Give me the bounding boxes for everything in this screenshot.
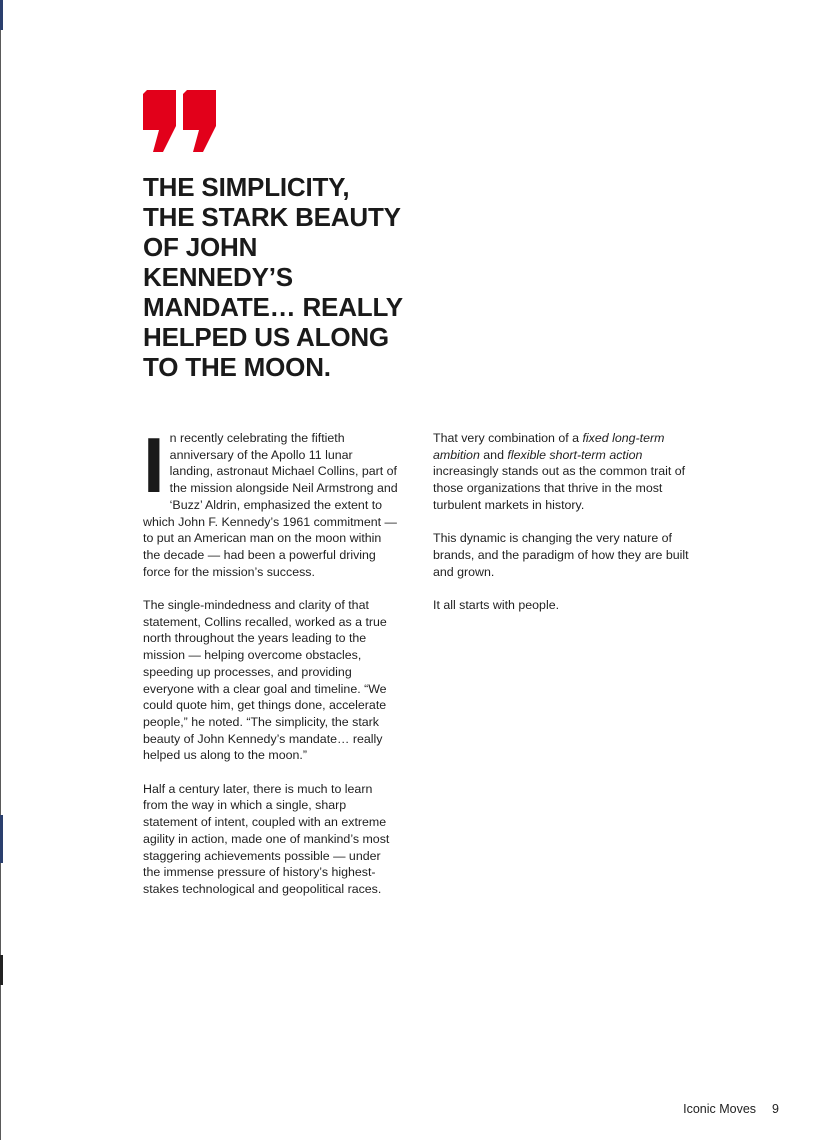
paragraph-text: n recently celebrating the fiftieth anniversary of the Apollo 11 lunar landing, astronaut Michael Collins, part of the mission alongside Neil Armstrong and ‘Buzz’ Aldrin, emphasized the extent to which John F. Kennedy’s 1961 commitment — to put an American man on the moon within the decade — had been a powerful driving force for the mission’s success.	[143, 431, 398, 579]
paragraph	[143, 421, 399, 580]
page-footer	[683, 1102, 779, 1116]
pull-quote: THE SIMPLICITY, THE STARK BEAUTY OF JOHN KENNEDY’S MANDATE… REALLY HELPED US ALONG TO THE MOON.	[143, 172, 403, 382]
page-edge-marker	[0, 955, 3, 985]
page-edge-marker	[0, 815, 3, 863]
paragraph: The single-mindedness and clarity of that statement, Collins recalled, worked as a true north throughout the years leading to the mission — helping overcome obstacles, speeding up processes, and providing everyone with a clear goal and timeline. “We could quote him, get things done, accelerate people,” he noted. “The simplicity, the stark beauty of John Kennedy’s mandate… really helped us along to the moon.”	[143, 598, 387, 763]
page-number: 9	[772, 1102, 779, 1116]
drop-cap: I	[143, 421, 165, 509]
footer-section-title: Iconic Moves	[683, 1102, 757, 1116]
emphasis: fixed long-term ambition	[433, 431, 665, 462]
page-edge-marker	[0, 0, 3, 30]
quote-mark-icon	[143, 90, 217, 152]
body-column-left	[143, 421, 399, 914]
paragraph: This dynamic is changing the very nature of brands, and the paradigm of how they are built and grown.	[433, 531, 689, 579]
paragraph: It all starts with people.	[433, 598, 560, 612]
paragraph: That very combination of a fixed long-term ambition and flexible short-term action increasingly stands out as the common trait of those organizations that thrive in the most turbulent markets in history.	[433, 431, 686, 512]
emphasis: flexible short-term action	[507, 447, 643, 462]
paragraph: Half a century later, there is much to learn from the way in which a single, sharp statement of intent, coupled with an extreme agility in action, made one of mankind’s most staggering achievements possible — under the immense pressure of history’s highest-stakes technological and geopolitical races.	[143, 781, 390, 896]
body-column-right	[433, 430, 695, 630]
